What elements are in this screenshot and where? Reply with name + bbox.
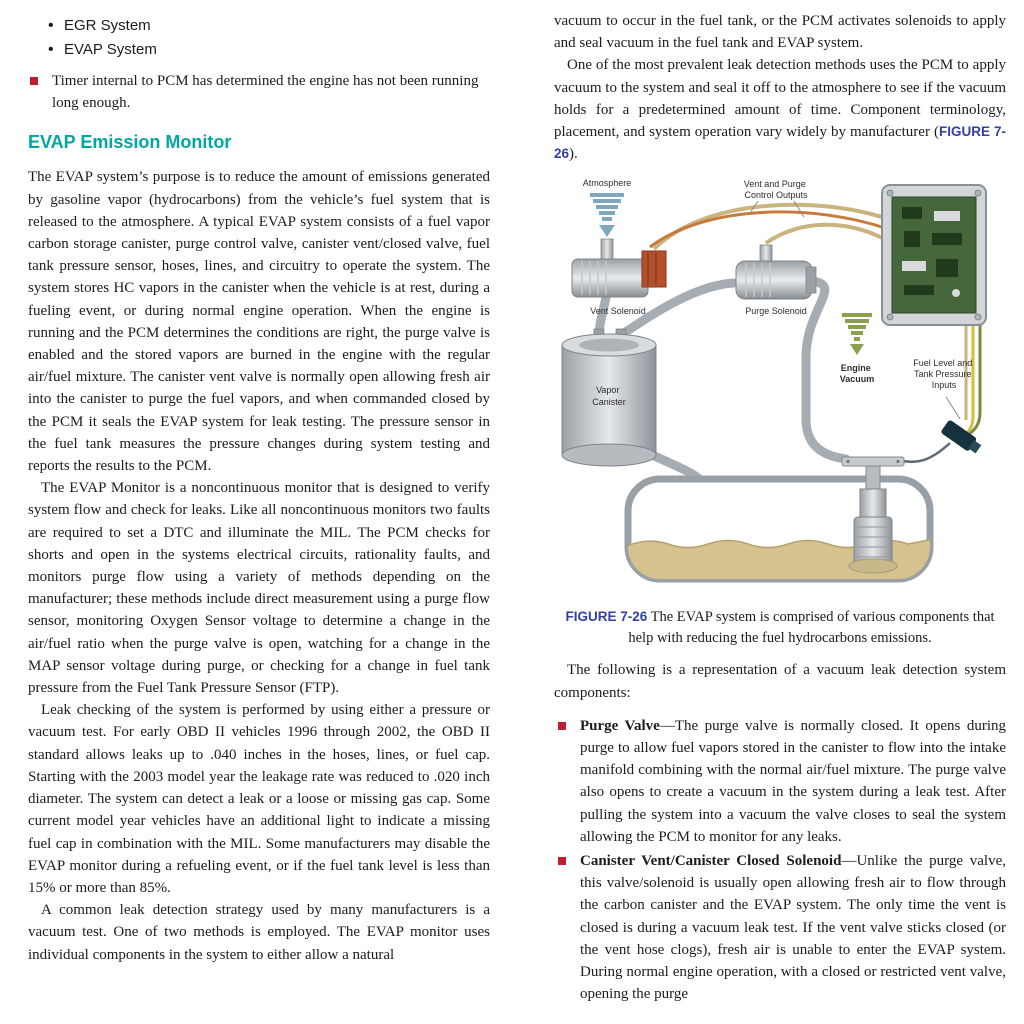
list-item-egr-system: • EGR System <box>64 14 490 38</box>
timer-flag-item <box>30 70 490 114</box>
paragraph-vacuum-occur: vacuum to occur in the fuel tank, or the PCM activates solenoids to apply and seal vacuum in the fuel tank and EVAP system. <box>554 13 1006 52</box>
vacuum-leak-components-list <box>554 715 1006 1006</box>
list-item-purge-valve <box>554 715 1006 848</box>
label-vapor-canister: Vapor Canister <box>592 385 626 408</box>
red-square-bullet-icon <box>558 722 566 730</box>
label-engine-vacuum: Engine Vacuum <box>839 363 875 385</box>
label-vent-purge-outputs: Vent and Purge Control Outputs <box>743 179 808 201</box>
paragraph-common-strategy: A common leak detection strategy used by many manufacturers is a vacuum test. One of two methods is employed. The EVAP monitor uses individual components in the system to either allow a natural <box>28 902 490 963</box>
left-column <box>28 0 490 966</box>
right-column <box>554 0 1006 1007</box>
figure-caption-text: The EVAP system is comprised of various components that help with reducing the fuel hydrocarbons emissions. <box>628 609 995 647</box>
paragraph-following-representation: The following is a representation of a vacuum leak detection system components: <box>554 662 1006 701</box>
pcm-circuit-board <box>882 185 986 325</box>
vent-solenoid-component <box>572 251 666 297</box>
section-heading-evap-emission-monitor: EVAP Emission Monitor <box>28 132 232 153</box>
evap-system-illustration <box>554 173 1006 591</box>
figure-caption <box>560 606 1000 649</box>
timer-flag-text: Timer internal to PCM has determined the engine has not been running long enough. <box>52 73 479 112</box>
vent-inlet-tube <box>601 239 613 259</box>
solenoid-control-wires <box>650 205 888 249</box>
list-item-evap-system: • EVAP System <box>64 38 490 62</box>
label-vent-solenoid: Vent Solenoid <box>590 306 646 317</box>
canister-vent-term: Canister Vent/Canister Closed Solenoid <box>580 853 842 870</box>
purge-solenoid-component <box>736 245 816 299</box>
paragraph-prevalent-pre: One of the most prevalent leak detection methods uses the PCM to apply vacuum to the system and seal it off to the atmosphere to see if the vacuum holds for a predetermined amount of time. Component terminology, placement, and system operation vary widely by manufacturer ( <box>554 57 1006 141</box>
engine-vacuum-arrow-icon <box>842 313 872 355</box>
purge-valve-term: Purge Valve <box>580 717 660 734</box>
paragraph-evap-purpose: The EVAP system’s purpose is to reduce the amount of emissions generated by gasoline vapor (hydrocarbons) from the vehicle’s fuel system that is released to the atmosphere. A typical EVAP system consists of a fuel vapor carbon storage canister, purge control valve, canister vent/closed valve, fuel tank pressure sensor, hoses, lines, and circuitry to operate the system. The system stores HC vapors in the canister when the vehicle is at rest, during a fueling event, or during normal engine operation. When the engine is running and the PCM determines the conditions are right, the purge valve is enabled and the stored vapors are burned in the engine with the regular air/fuel mixture. The canister vent valve is normally open allowing fresh air into the canister to purge the fuel vapors, and when commanded closed by the PCM it seals the EVAP system for leak testing. The pressure sensor in the fuel tank measures the pressure changes during system testing and reports the results to the PCM. <box>28 169 490 475</box>
red-square-bullet-icon <box>558 857 566 865</box>
figure-7-26-diagram <box>554 173 1006 596</box>
paragraph-prevalent-method <box>554 54 1006 165</box>
atmosphere-airflow-arrow-icon <box>590 193 624 237</box>
label-atmosphere: Atmosphere <box>582 178 632 189</box>
canister-vent-description: —Unlike the purge valve, this valve/solenoid is usually open allowing fresh air to flow through the carbon canister and the EVAP system. The only time the vent is closed is during a vacuum leak test. If the vent valve sticks closed (or the vent hose clogs), fresh air is unable to enter the EVAP system. During normal engine operation, with a closed or restricted vent valve, opening the purge <box>580 853 1006 1003</box>
label-purge-solenoid: Purge Solenoid <box>745 306 807 317</box>
spacer <box>554 649 1006 659</box>
figure-caption-label: FIGURE 7-26 <box>565 609 648 625</box>
red-square-bullet-icon <box>30 77 38 85</box>
vent-solenoid-connector <box>642 251 666 287</box>
paragraph-evap-monitor: The EVAP Monitor is a noncontinuous monitor that is designed to verify system flow and check for leaks. Like all noncontinuous monitors two faults are required to set a DTC and illuminate the MIL. The PCM checks for shorts and open in the systems electrical circuits, rationality faults, and monitors purge flow using a variety of methods depending on the manufacturer; these methods include direct measurement using a purge flow sensor, monitoring Oxygen Sensor voltage to determine a change in the air/fuel ratio when the purge valve is open, watching for a change in the MAP sensor voltage during purge, or checking for a change in fuel tank pressure from the Fuel Tank Pressure Sensor (FTP). <box>28 480 490 697</box>
paragraph-prevalent-post: ). <box>569 146 578 163</box>
figure-7-26-crossref-link[interactable]: FIGURE 7-26 <box>554 124 1006 162</box>
purge-valve-description: —The purge valve is normally closed. It opens during purge to allow fuel vapors stored in the canister to flow into the intake manifold combining with the normal air/fuel mixture. The purge valve also opens to create a vacuum in the system during a leak test. After pulling the system into a vacuum the valve closes to seal the system allowing the PCM to monitor for any leaks. <box>580 717 1006 845</box>
list-item-canister-vent-solenoid <box>554 850 1006 1005</box>
continued-bullet-list <box>28 14 490 62</box>
label-fuel-level-inputs: Fuel Level and Tank Pressure Inputs <box>913 358 973 391</box>
paragraph-leak-checking: Leak checking of the system is performed by using either a pressure or vacuum test. For early OBD II vehicles 1996 through 2002, the OBD II standard allows leaks up to .040 inches in the hoses, lines, or fuel cap. Starting with the 2003 model year the leakage rate was reduced to .020 inch diameter. The system can detect a leak or a loose or missing gas cap. Some current model year vehicles have an additional light to indicate a missing fuel cap in combination with the MIL. Some manufacturers may disable the EVAP monitor during a refueling event, or if the fuel tank level is less than 15% or more than 85%. <box>28 702 490 896</box>
